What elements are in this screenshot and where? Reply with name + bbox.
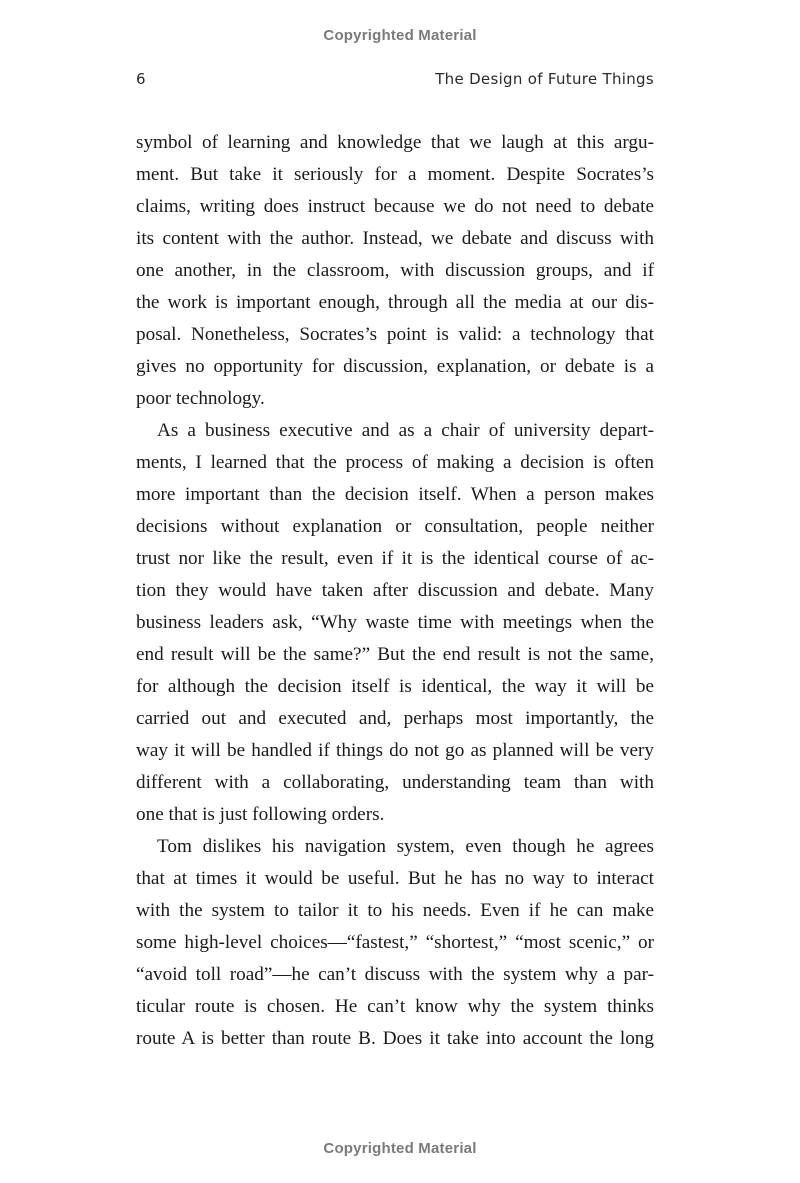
text-line: ments, I learned that the process of making a decision is often [136,452,654,473]
text-line: for although the decision itself is identical, the way it will be [136,676,654,697]
text-line: “avoid toll road”—he can’t discuss with the system why a par- [136,964,654,985]
text-line: route A is better than route B. Does it take into account the long [136,1028,654,1049]
text-line: decisions without explanation or consultation, people neither [136,516,654,537]
text-line: symbol of learning and knowledge that we laugh at this argu- [136,132,654,153]
text-line: gives no opportunity for discussion, explanation, or debate is a [136,356,654,377]
text-line: ment. But take it seriously for a moment. Despite Socrates’s [136,164,654,185]
text-line: some high-level choices—“fastest,” “shortest,” “most scenic,” or [136,932,654,953]
text-line: different with a collaborating, understanding team than with [136,772,654,793]
running-head [136,70,654,92]
text-line: As a business executive and as a chair of university depart- [157,420,654,441]
book-title: The Design of Future Things [435,70,654,88]
copyright-watermark-bottom: Copyrighted Material [323,1140,477,1157]
text-line: business leaders ask, “Why waste time with meetings when the [136,612,654,633]
paragraph-1 [136,127,654,415]
text-line: with the system to tailor it to his needs. Even if he can make [136,900,654,921]
text-line: end result will be the same?” But the end result is not the same, [136,644,654,665]
text-line: ticular route is chosen. He can’t know why the system thinks [136,996,654,1017]
text-line: carried out and executed and, perhaps most importantly, the [136,708,654,729]
text-line: posal. Nonetheless, Socrates’s point is valid: a technology that [136,324,654,345]
text-line: one another, in the classroom, with discussion groups, and if [136,260,654,281]
text-line: more important than the decision itself. When a person makes [136,484,654,505]
text-line: poor technology. [136,388,265,409]
text-line: claims, writing does instruct because we do not need to debate [136,196,654,217]
text-line: tion they would have taken after discussion and debate. Many [136,580,654,601]
text-line: way it will be handled if things do not go as planned will be very [136,740,654,761]
paragraph-2 [136,415,654,831]
page-number: 6 [136,70,146,88]
text-line: trust nor like the result, even if it is the identical course of ac- [136,548,654,569]
text-line: one that is just following orders. [136,804,385,825]
copyright-watermark-top: Copyrighted Material [323,27,477,44]
text-line: the work is important enough, through all the media at our dis- [136,292,654,313]
text-line: that at times it would be useful. But he has no way to interact [136,868,654,889]
body-text [136,127,654,1055]
paragraph-3 [136,831,654,1055]
text-line: its content with the author. Instead, we debate and discuss with [136,228,654,249]
text-line: Tom dislikes his navigation system, even though he agrees [157,836,654,857]
